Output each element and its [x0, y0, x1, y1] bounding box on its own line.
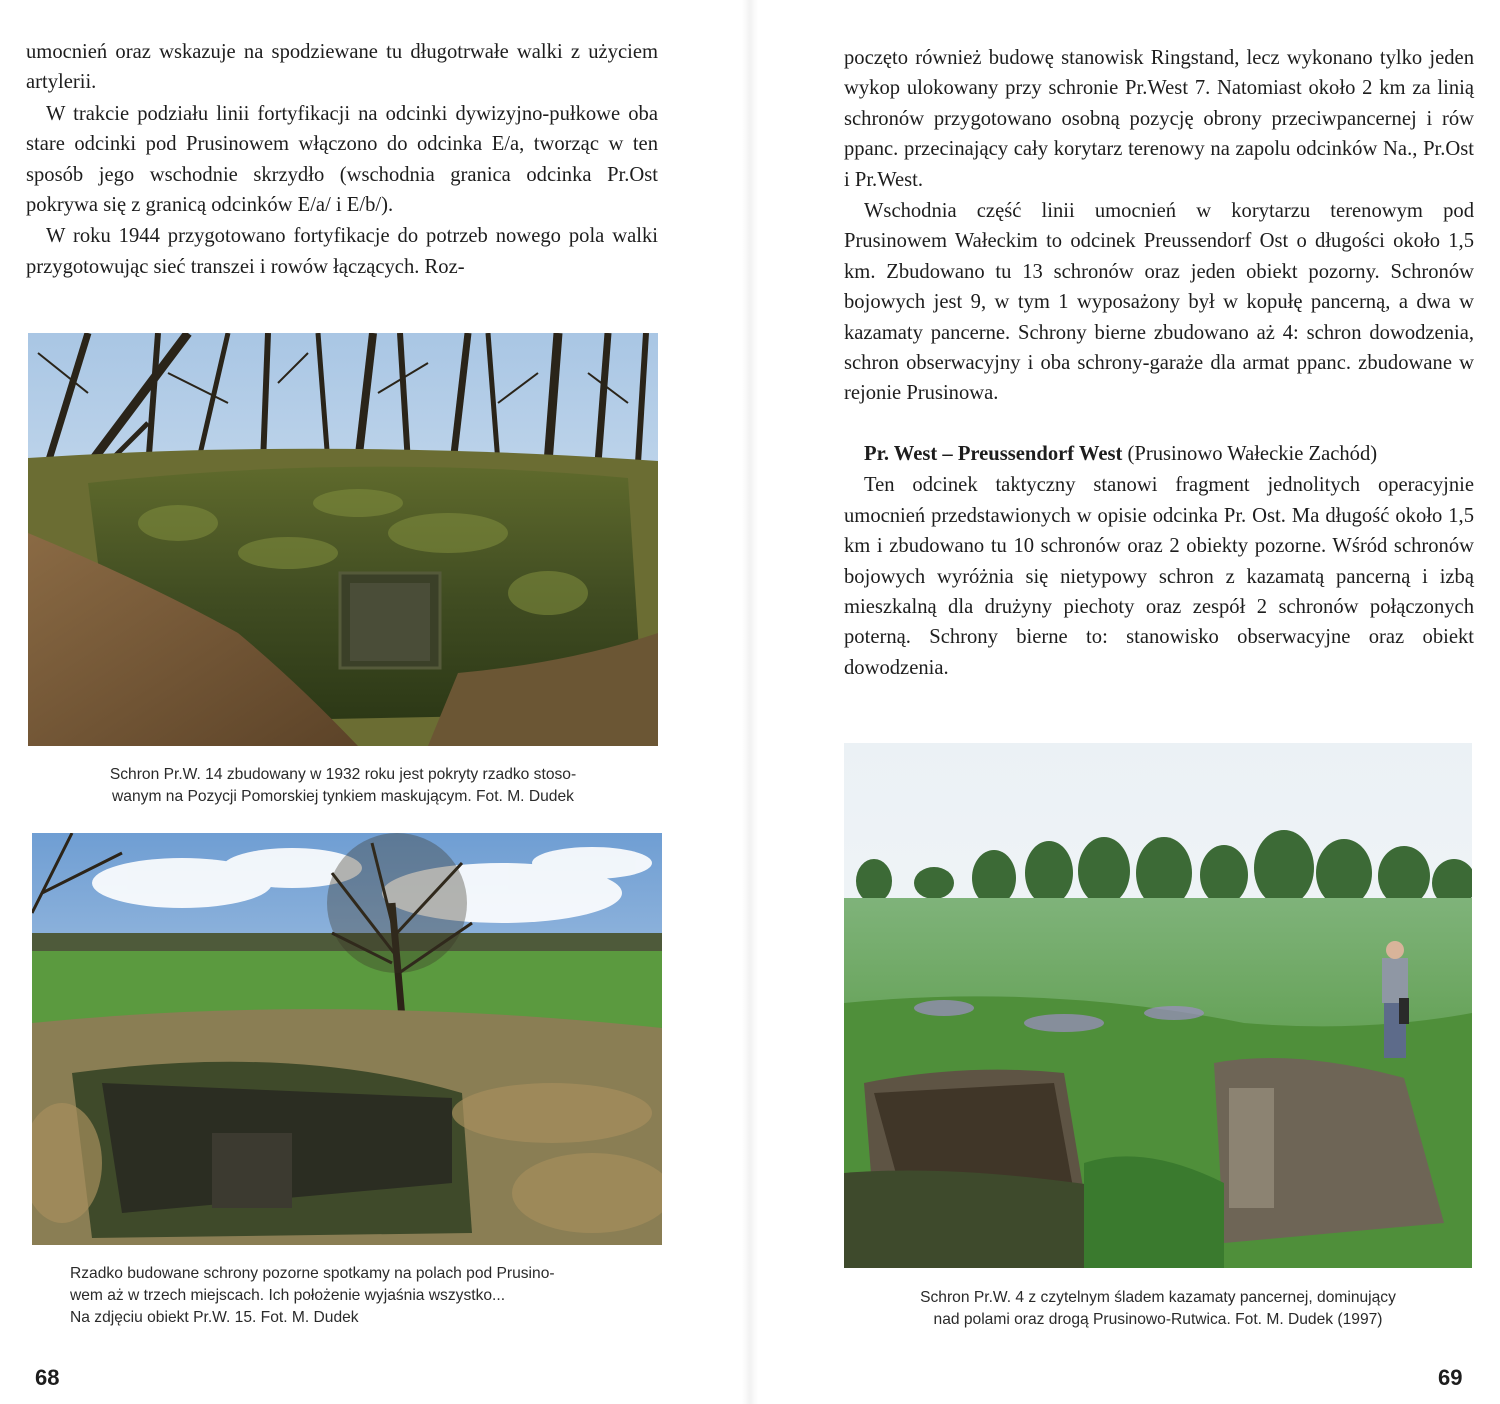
left-body-text	[26, 37, 658, 282]
section-heading	[844, 439, 1474, 469]
photo-caption-2	[70, 1263, 670, 1329]
right-body-text	[844, 43, 1474, 683]
observer-figure	[1382, 941, 1409, 1058]
section-paragraph: Ten odcinek taktyczny stanowi fragment jednolitych operacyjnie umocnień przedstawionych w opisie odcinka Pr. Ost. Ma długość około 1,5 km i zbudowano tu 10 schronów oraz 2 obiekty pozorne. Wśród schronów bojowych wyróżnia się nietypowy schron z kazamatą pancerną i izbą mieszkalną dla drużyny piechoty oraz zespół 2 schronów połączonych poterną. Schrony bierne to: stanowisko obserwacyjne oraz obiekt dowodzenia.	[844, 474, 1474, 679]
section-heading-bold: Pr. West – Preussendorf West	[864, 442, 1123, 465]
caption-3-line-2: nad polami oraz drogą Prusinowo-Rutwica. Fot. M. Dudek (1997)	[933, 1311, 1383, 1328]
caption-2-line-1: Rzadko budowane schrony pozorne spotkamy na polach pod Prusino-	[70, 1265, 555, 1282]
photo-bunker-ruin-observer	[844, 743, 1472, 1268]
caption-1-line-2: wanym na Pozycji Pomorskiej tynkiem maskującym. Fot. M. Dudek	[112, 788, 574, 805]
caption-2-line-2: wem aż w trzech miejscach. Ich położenie wyjaśnia wszystko...	[70, 1287, 506, 1304]
right-paragraph-2: Wschodnia część linii umocnień w korytarzu terenowym pod Prusinowem Wałeckim to odcinek Preussendorf Ost o długości około 1,5 km. Zbudowano tu 13 schronów oraz jeden obiekt pozorny. Schronów bojowych jest 9, w tym 1 wyposażony był w kopułę pancerną, a dwa w kazamaty pancerne. Schrony bierne zbudowano aż 4: schron dowodzenia, schron obserwacyjny i oba schrony-garaże dla armat ppanc. zbudowane w rejonie Prusinowa.	[844, 200, 1474, 405]
left-paragraph-2: W trakcie podziału linii fortyfikacji na odcinki dywizyjno-pułkowe oba stare odcinki pod Prusinowem włączono do odcinka E/a, tworząc w ten sposób jego wschodnie skrzydło (wschodnia granica odcinka Pr.Ost pokrywa się z granicą odcinków E/a/ i E/b/).	[26, 102, 658, 217]
photo-bunker-forest	[28, 333, 658, 746]
photo-caption-1	[28, 764, 658, 808]
photo-caption-3	[844, 1287, 1472, 1331]
right-paragraph-1: poczęto również budowę stanowisk Ringstand, lecz wykonano tylko jeden wykop ulokowany przy schronie Pr.West 7. Natomiast około 2 km za linią schronów przygotowano osobną pozycję obrony przeciwpancernej i rów ppanc. przecinający cały korytarz terenowy na zapolu odcinków Na., Pr.Ost i Pr.West.	[844, 47, 1474, 191]
left-paragraph-3: W roku 1944 przygotowano fortyfikacje do potrzeb nowego pola walki przygotowując sieć transzei i rowów łączących. Roz-	[26, 225, 658, 278]
page-number-left: 68	[35, 1365, 60, 1390]
caption-3-line-1: Schron Pr.W. 4 z czytelnym śladem kazamaty pancernej, dominujący	[920, 1289, 1396, 1306]
section-heading-normal: (Prusinowo Wałeckie Zachód)	[1122, 442, 1378, 465]
photo-dummy-bunker-field	[32, 833, 662, 1245]
left-paragraph-1: umocnień oraz wskazuje na spodziewane tu długotrwałe walki z użyciem artylerii.	[26, 41, 658, 94]
page-number-right: 69	[1438, 1365, 1463, 1390]
caption-1-line-1: Schron Pr.W. 14 zbudowany w 1932 roku jest pokryty rzadko stoso-	[109, 766, 577, 783]
caption-2-line-3: Na zdjęciu obiekt Pr.W. 15. Fot. M. Dudek	[70, 1309, 359, 1326]
right-page	[750, 0, 1500, 1404]
